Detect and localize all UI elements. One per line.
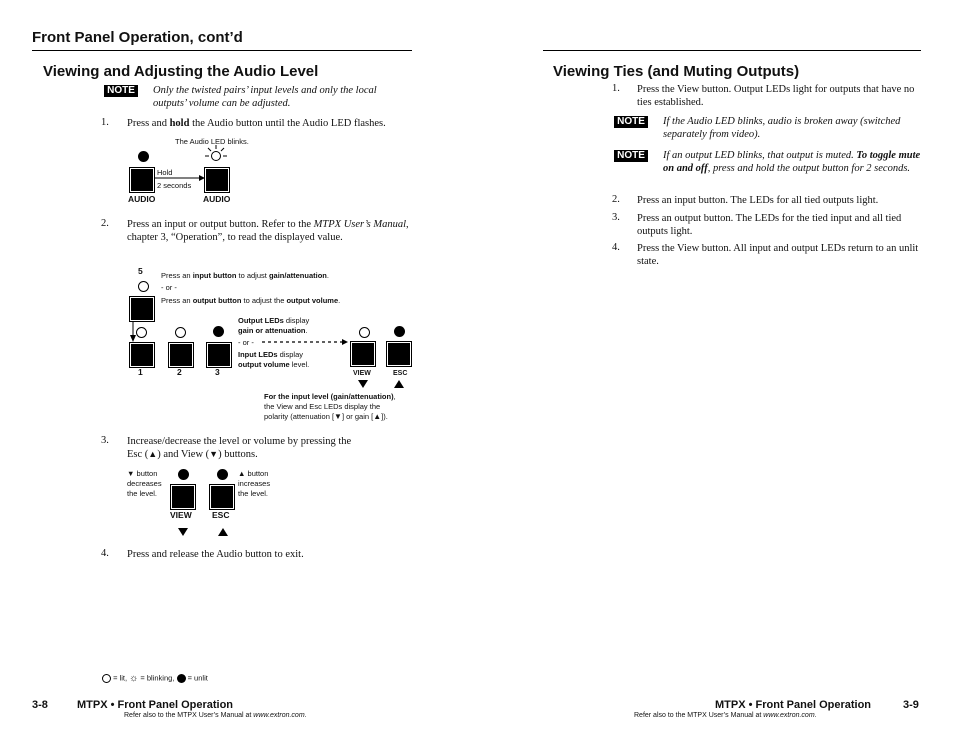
output-button-3[interactable] [206,342,232,368]
view-label: VIEW [353,370,371,377]
up-triangle-icon: ▲ [148,449,158,459]
step-number: 4. [612,242,620,253]
seconds-label: 2 seconds [157,181,192,190]
note-badge: NOTE [614,150,648,162]
input-leds-text: Input LEDs display output volume level. [238,350,310,369]
esc-button[interactable] [386,341,412,367]
down-triangle-icon [358,380,368,388]
section-title: Viewing Ties (and Muting Outputs) [553,63,800,80]
led-lit-icon [102,674,111,683]
step-1-text: Press and hold the Audio button until the Audio LED flashes. [127,118,386,129]
up-triangle-icon [394,380,404,388]
step-3-text: Increase/decrease the level or volume by pressing the Esc (▲) and View (▼) buttons. [127,436,352,460]
down-triangle-icon: ▼ [334,412,342,421]
header-rule [32,50,412,51]
fig1-caption: The Audio LED blinks. [175,137,249,146]
led-unlit-icon [138,151,149,162]
up-triangle-icon: ▲ [238,469,246,478]
step-number: 2. [101,218,109,229]
output-leds-text: Output LEDs display gain or attenuation. [238,316,310,335]
down-triangle-icon: ▼ [209,449,219,459]
fig2-or: - or - [238,338,254,347]
led-unlit-icon [178,469,189,480]
output-button-2[interactable] [168,342,194,368]
led-lit-icon [138,281,149,292]
note-text: If the Audio LED blinks, audio is broken away (switched separately from video). [663,116,901,140]
led-lit-icon [136,327,147,338]
footer-title: MTPX • Front Panel Operation [77,699,234,711]
esc-label: ESC [393,370,408,377]
fig2-or: - or - [161,283,177,292]
led-blinking-icon: ☼ [129,673,139,684]
led-unlit-icon [394,326,405,337]
note-badge: NOTE [104,85,138,97]
hold-label: Hold [157,168,173,177]
fig2-line2: Press an output button to adjust the output volume. [161,296,341,305]
output-button-1[interactable] [129,342,155,368]
down-triangle-icon [178,528,188,536]
up-triangle-icon: ▲ [373,412,382,421]
footer-reference: Refer also to the MTPX User’s Manual at www.extron.com. [124,712,307,719]
step-number: 2. [612,194,620,205]
view-label: VIEW [170,510,192,520]
step-4-text: Press and release the Audio button to exit. [127,549,304,560]
note-text: If an output LED blinks, that output is muted. To toggle mute on and off, press and hold the output button for 2 seconds. [663,150,921,174]
dashed-arrow-icon [262,338,348,346]
up-triangle-icon [218,528,228,536]
footer-title: MTPX • Front Panel Operation [715,699,872,711]
step-2-text: Press an input button. The LEDs for all tied outputs light. [637,195,879,206]
led-unlit-icon [177,674,186,683]
polarity-text: For the input level (gain/attenuation), the View and Esc LEDs display the polarity (attenuation [▼] or gain [▲]). [264,392,396,421]
esc-label: ESC [212,510,230,520]
button-number: 1 [138,367,143,377]
audio-button[interactable] [204,167,230,193]
audio-button[interactable] [129,167,155,193]
led-legend: = lit, ☼ = blinking, = unlit [102,673,208,684]
note-badge: NOTE [614,116,648,128]
led-unlit-icon [217,469,228,480]
input-button-5[interactable] [129,296,155,322]
page-number: 3-9 [903,699,919,711]
page-header: Front Panel Operation, cont’d [32,29,243,46]
step-3-text: Press an output button. The LEDs for the tied input and all tied outputs light. [637,213,902,237]
down-triangle-icon: ▼ [127,469,135,478]
arrow-right-icon [155,174,205,182]
step-number: 3. [612,212,620,223]
step-2-text: Press an input or output button. Refer to the MTPX User’s Manual, chapter 3, “Operation”, to read the displayed value. [127,219,409,243]
page-number: 3-8 [32,699,48,711]
decrease-text: ▼ button decreases the level. [127,469,162,498]
view-button[interactable] [170,484,196,510]
note-text: Only the twisted pairs’ input levels and only the local outputs’ volume can be adjusted. [153,85,377,109]
step-number: 1. [101,117,109,128]
button-number: 2 [177,367,182,377]
section-title: Viewing and Adjusting the Audio Level [43,63,319,80]
view-button[interactable] [350,341,376,367]
audio-label: AUDIO [203,194,231,204]
led-blinking-icon [205,144,227,166]
header-rule [543,50,921,51]
footer-reference: Refer also to the MTPX User’s Manual at www.extron.com. [634,712,817,719]
button-number: 3 [215,367,220,377]
audio-label: AUDIO [128,194,156,204]
led-unlit-icon [213,326,224,337]
led-lit-icon [175,327,186,338]
increase-text: ▲ button increases the level. [238,469,271,498]
esc-button[interactable] [209,484,235,510]
step-number: 4. [101,548,109,559]
led-lit-icon [359,327,370,338]
step-number: 3. [101,435,109,446]
step-1-text: Press the View button. Output LEDs light for outputs that have no ties established. [637,84,915,108]
button-number: 5 [138,266,143,276]
step-4-text: Press the View button. All input and output LEDs return to an unlit state. [637,243,919,267]
fig2-line1: Press an input button to adjust gain/attenuation. [161,271,329,280]
step-number: 1. [612,83,620,94]
